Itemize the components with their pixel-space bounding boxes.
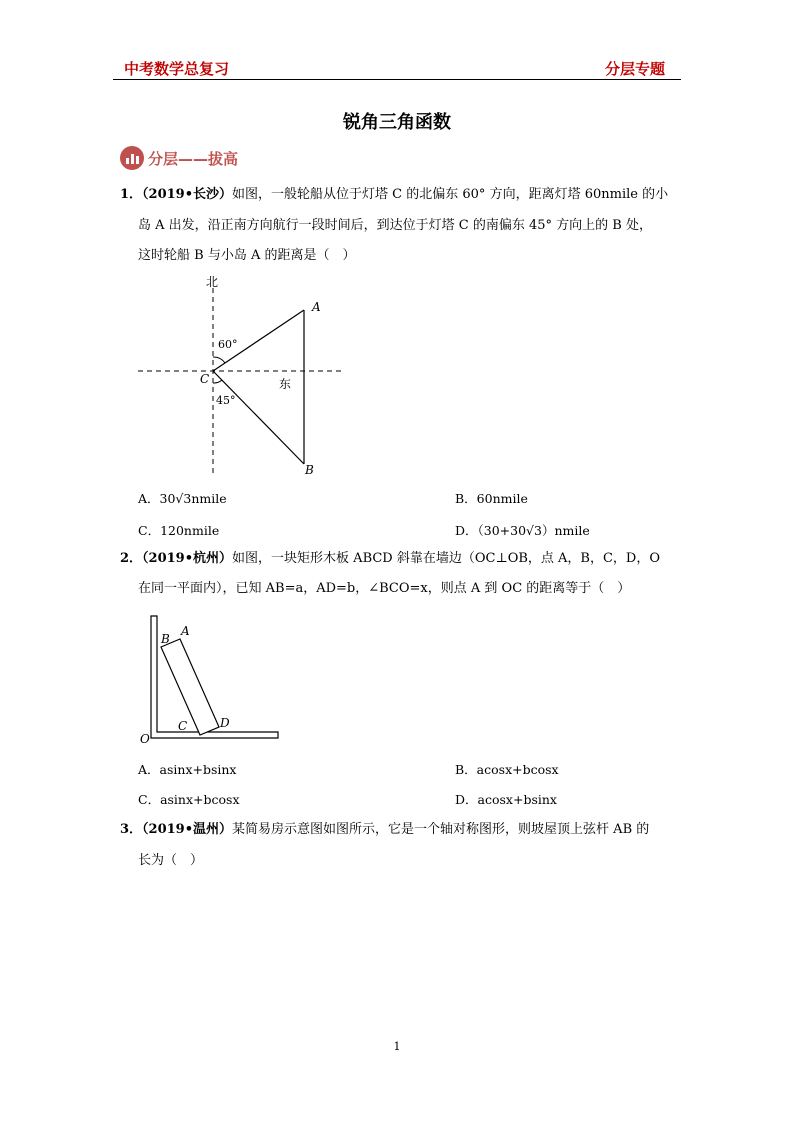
page-title: 锐角三角函数 <box>343 112 451 133</box>
q3-number: 3． <box>120 822 143 837</box>
point-c-label: C <box>178 719 188 733</box>
point-d-label: D <box>220 716 230 730</box>
q2-number: 2． <box>120 551 143 566</box>
q2-line-1 <box>120 550 660 568</box>
q3-text-1: 某简易房示意图如图所示，它是一个轴对称图形，则坡屋顶上弦杆 AB 的 <box>232 822 650 837</box>
q2-text-2: 在同一平面内），已知 AB=a，AD=b，∠BCO=x，则点 A 到 OC 的距离等于（ ） <box>138 581 631 596</box>
q2-option-a: A．asinx+bsinx <box>138 762 237 777</box>
q1-option-a: A．30√3nmile <box>138 491 227 506</box>
q1-text-1: 如图，一般轮船从位于灯塔 C 的北偏东 60° 方向，距离灯塔 60nmile 的小 <box>232 187 669 202</box>
east-label: 东 <box>279 377 292 391</box>
angle-60-label: 60° <box>218 338 238 351</box>
angle-45-label: 45° <box>216 394 236 407</box>
q2-text-1: 如图，一块矩形木板 ABCD 斜靠在墙边（OC⊥OB，点 A，B，C，D，O <box>232 551 661 566</box>
point-c-label: C <box>200 372 210 386</box>
point-a-label: A <box>312 300 321 314</box>
angle-45-arc <box>213 380 222 383</box>
q2-option-c: C．asinx+bcosx <box>138 792 240 807</box>
north-label: 北 <box>206 275 219 289</box>
header-rule <box>113 79 681 80</box>
q2-option-b: B．acosx+bcosx <box>455 762 559 777</box>
q2-figure <box>135 612 295 747</box>
page-number: 1 <box>393 1040 401 1053</box>
q1-text-3: 这时轮船 B 与小岛 A 的距离是（ ） <box>138 248 356 263</box>
chart-icon <box>120 146 144 170</box>
board-abcd <box>161 639 219 735</box>
header-right: 分层专题 <box>605 60 666 78</box>
q3-text-2: 长为（ ） <box>138 853 204 868</box>
q2-option-d: D．acosx+bsinx <box>455 792 557 807</box>
section-label: 分层——拔高 <box>148 149 239 168</box>
angle-60-arc <box>213 357 225 363</box>
q2-source: （2019•杭州） <box>142 551 233 566</box>
q1-option-c: C．120nmile <box>138 523 220 538</box>
point-b-label: B <box>305 463 314 477</box>
header-left: 中考数学总复习 <box>124 60 230 78</box>
q1-text-2: 岛 A 出发，沿正南方向航行一段时间后，到达位于灯塔 C 的南偏东 45° 方向上的 B 处， <box>138 218 652 233</box>
q1-number: 1． <box>120 187 143 202</box>
q1-line-1 <box>120 186 668 204</box>
q1-option-b: B．60nmile <box>455 491 528 506</box>
q1-source: （2019•长沙） <box>142 187 233 202</box>
point-a-label: A <box>181 624 190 638</box>
q3-line-1 <box>120 821 649 839</box>
q1-option-d: D．（30+30√3）nmile <box>455 523 590 538</box>
point-b-label: B <box>161 632 170 646</box>
point-o-label: O <box>140 732 150 746</box>
section-heading <box>120 146 238 170</box>
q3-source: （2019•温州） <box>142 822 233 837</box>
q1-figure <box>130 270 360 480</box>
